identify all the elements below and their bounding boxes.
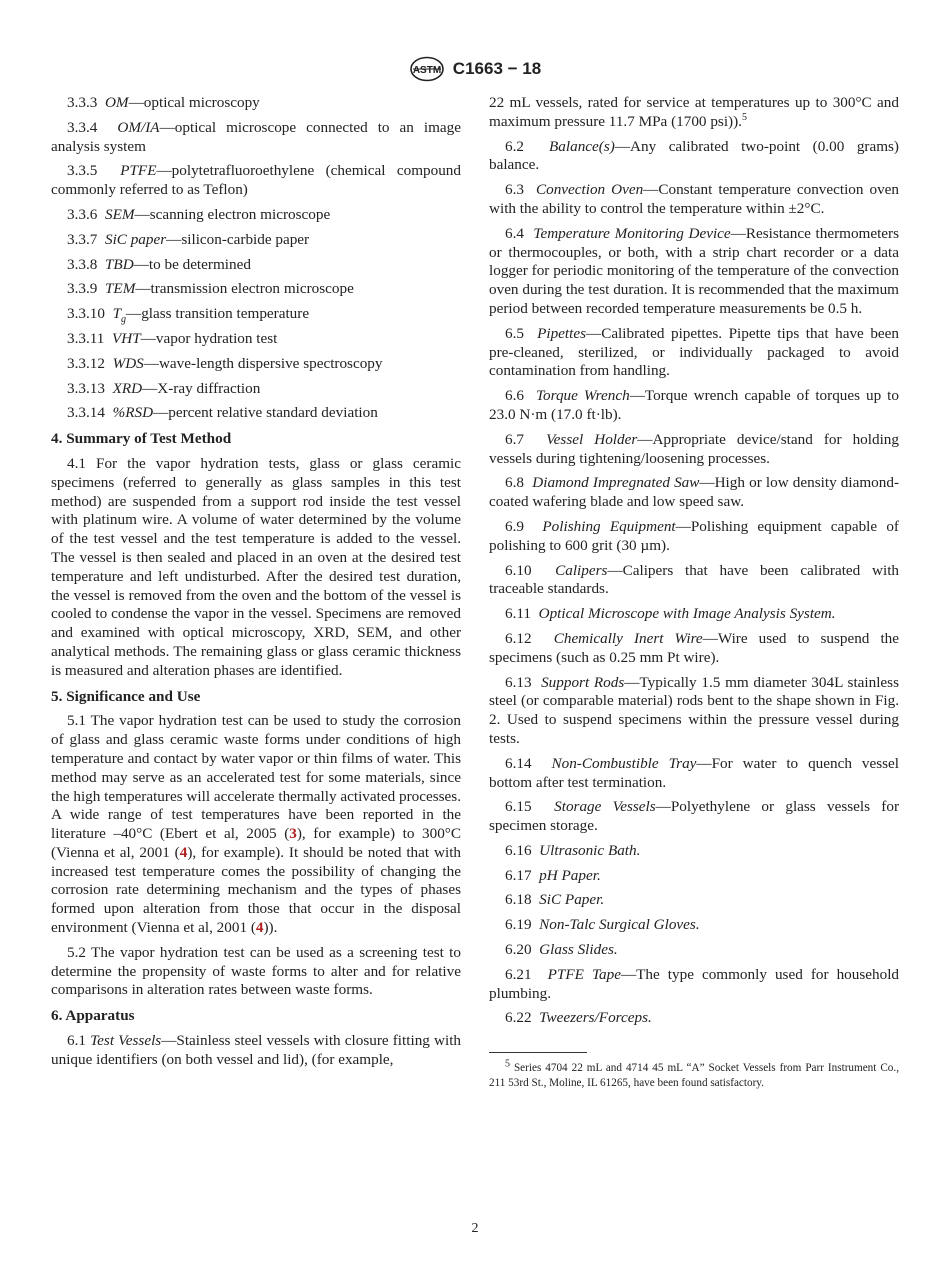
- paragraph-5-2: 5.2 The vapor hydration test can be used as a screening test to determine the propensity of waste forms to alter and for relative comparisons in alteration rates between waste forms.: [51, 943, 461, 999]
- definition-item: 3.3.6 SEM—scanning electron microscope: [67, 205, 331, 223]
- definition-item: 3.3.9 TEM—transmission electron microscope: [67, 280, 354, 298]
- standard-designation: C1663 − 18: [452, 59, 542, 78]
- apparatus-item: 6.11 Optical Microscope with Image Analysis System.: [505, 605, 836, 623]
- paragraph-5-1: 5.1 The vapor hydration test can be used to study the corrosion of glass and glass ceramic waste forms under conditions of high temperature and contact by water vapor or thin films of water. This method may serve as an accelerated test for some materials, since the high temperatures will accelerate thermally activated processes. A wide range of test temperatures have been reported in the literature –40°C (Ebert et al, 2005 (3), for example) to 300°C (Vienna et al, 2001 (4), for example). It should be noted that with increased test temperature comes the possibility of changing the corrosion rate determining mechanism and the types of phases formed upon alteration from those that occur in the disposal environment (Vienna et al, 2001 (4)).: [51, 712, 462, 937]
- reference-link[interactable]: 4: [255, 919, 264, 937]
- definition-item: 3.3.14 %RSD—percent relative standard deviation: [67, 404, 378, 422]
- apparatus-item: 6.12 Chemically Inert Wire—Wire used to suspend the specimens (such as 0.25 mm Pt wire).: [489, 629, 900, 666]
- footnote-ref[interactable]: 5: [741, 111, 747, 123]
- apparatus-item: 6.2 Balance(s)—Any calibrated two-point (0.00 grams) balance.: [489, 137, 899, 174]
- definition-item: 3.3.13 XRD—X-ray diffraction: [67, 379, 261, 397]
- definition-item: 3.3.7 SiC paper—silicon-carbide paper: [67, 230, 310, 248]
- reference-link[interactable]: 3: [289, 825, 297, 843]
- section-heading-significance: 5. Significance and Use: [51, 687, 201, 705]
- apparatus-item: 6.17 pH Paper.: [505, 866, 601, 884]
- right-column: [489, 94, 899, 1097]
- reference-link[interactable]: 4: [179, 843, 188, 861]
- apparatus-item: 6.9 Polishing Equipment—Polishing equipment capable of polishing to 600 grit (30 µm).: [489, 517, 899, 554]
- paragraph-6-1-continued: 22 mL vessels, rated for service at temperatures up to 300°C and maximum pressure 11.7 MPa (1700 psi)).$^5$: [489, 94, 899, 130]
- apparatus-item: 6.10 Calipers—Calipers that have been calibrated with traceable standards.: [489, 561, 900, 598]
- apparatus-item: 6.7 Vessel Holder—Appropriate device/stand for holding vessels during tightening/loosening processes.: [489, 430, 899, 467]
- definitions-list: [51, 94, 461, 423]
- apparatus-item: 6.22 Tweezers/Forceps.: [505, 1009, 652, 1027]
- section-heading-summary: 4. Summary of Test Method: [51, 430, 232, 448]
- page-number: 2: [471, 1221, 479, 1236]
- apparatus-item: 6.19 Non-Talc Surgical Gloves.: [505, 916, 700, 934]
- apparatus-item: 6.20 Glass Slides.: [505, 941, 618, 959]
- apparatus-item: 6.13 Support Rods—Typically 1.5 mm diameter 304L stainless steel (or comparable material) rods bent to the shape shown in Fig. 2. Used to suspend specimens within the pressure vessel during tests.: [489, 673, 899, 747]
- apparatus-list: [489, 138, 899, 1029]
- paragraph-6-1: 6.1 Test Vessels—Stainless steel vessels with closure fitting with unique identifiers (on both vessel and lid), (for example,: [51, 1032, 462, 1068]
- apparatus-item: 6.14 Non-Combustible Tray—For water to quench vessel bottom after test termination.: [489, 754, 899, 791]
- definition-item: 3.3.3 OM—optical microscopy: [67, 94, 260, 111]
- definition-item: 3.3.8 TBD—to be determined: [67, 255, 251, 273]
- paragraph-4-1: 4.1 For the vapor hydration tests, glass or glass ceramic specimens (referred to generally as glass samples in this test method) are suspended from a support rod inside the test vessel with platinum wire. A volume of water determined by the volume of the test vessel and the test temperature is added to the vessel. The vessel is then sealed and placed in an oven at the desired test temperature and left undisturbed. After the desired test duration, the vessel is removed from the oven and the bottom of the vessel is cooled to condense the vapor in the vessel. Specimens are removed and examined with optical microscopy, XRD, SEM, and other analytical methods. The remaining glass or glass ceramic thickness is measured and alteration phases are identified.: [51, 454, 461, 679]
- apparatus-item: 6.21 PTFE Tape—The type commonly used for household plumbing.: [489, 965, 900, 1002]
- apparatus-item: 6.16 Ultrasonic Bath.: [505, 841, 641, 859]
- footnote: $^5$ Series 4704 22 mL and 4714 45 mL “A” Socket Vessels from Parr Instrument Co., 211 53rd St., Moline, IL 61265, have been found satisfactory.: [489, 1058, 899, 1090]
- astm-logo-icon: [409, 56, 445, 82]
- apparatus-item: 6.6 Torque Wrench—Torque wrench capable of torques up to 23.0 N·m (17.0 ft·lb).: [489, 387, 899, 423]
- definition-item: 3.3.4 OM/IA—optical microscope connected to an image analysis system: [51, 118, 461, 155]
- apparatus-item: 6.4 Temperature Monitoring Device—Resistance thermometers or thermocouples, or both, with a strip chart recorder or a data logger for periodic monitoring of the temperature of the convection oven during the test duration. It is recommended that the maximum period between recorded temperature measurements be 0.5 h.: [489, 224, 900, 317]
- apparatus-item: 6.8 Diamond Impregnated Saw—High or low density diamond-coated wafering blade and low speed saw.: [489, 474, 900, 511]
- definition-item: 3.3.5 PTFE—polytetrafluoroethylene (chemical compound commonly referred to as Teflon): [51, 162, 461, 199]
- footnote-divider: [489, 1052, 587, 1053]
- page-header: [0, 56, 950, 82]
- definition-item: 3.3.10 $T_g—glass$ transition temperature: [67, 305, 310, 326]
- apparatus-item: 6.3 Convection Oven—Constant temperature convection oven with the ability to control the temperature within ±2°C.: [489, 181, 899, 217]
- apparatus-item: 6.15 Storage Vessels—Polyethylene or glass vessels for specimen storage.: [489, 798, 899, 835]
- apparatus-item: 6.5 Pipettes—Calibrated pipettes. Pipette tips that have been pre-cleaned, sterilized, or individually packaged to avoid contamination from handling.: [489, 324, 899, 380]
- definition-item: 3.3.12 WDS—wave-length dispersive spectroscopy: [67, 354, 383, 372]
- section-heading-apparatus: 6. Apparatus: [51, 1007, 135, 1025]
- left-column: [51, 94, 461, 1076]
- apparatus-item: 6.18 SiC Paper.: [505, 891, 605, 909]
- definition-item: 3.3.11 VHT—vapor hydration test: [67, 329, 278, 347]
- svg-text:ASTM: ASTM: [412, 65, 441, 76]
